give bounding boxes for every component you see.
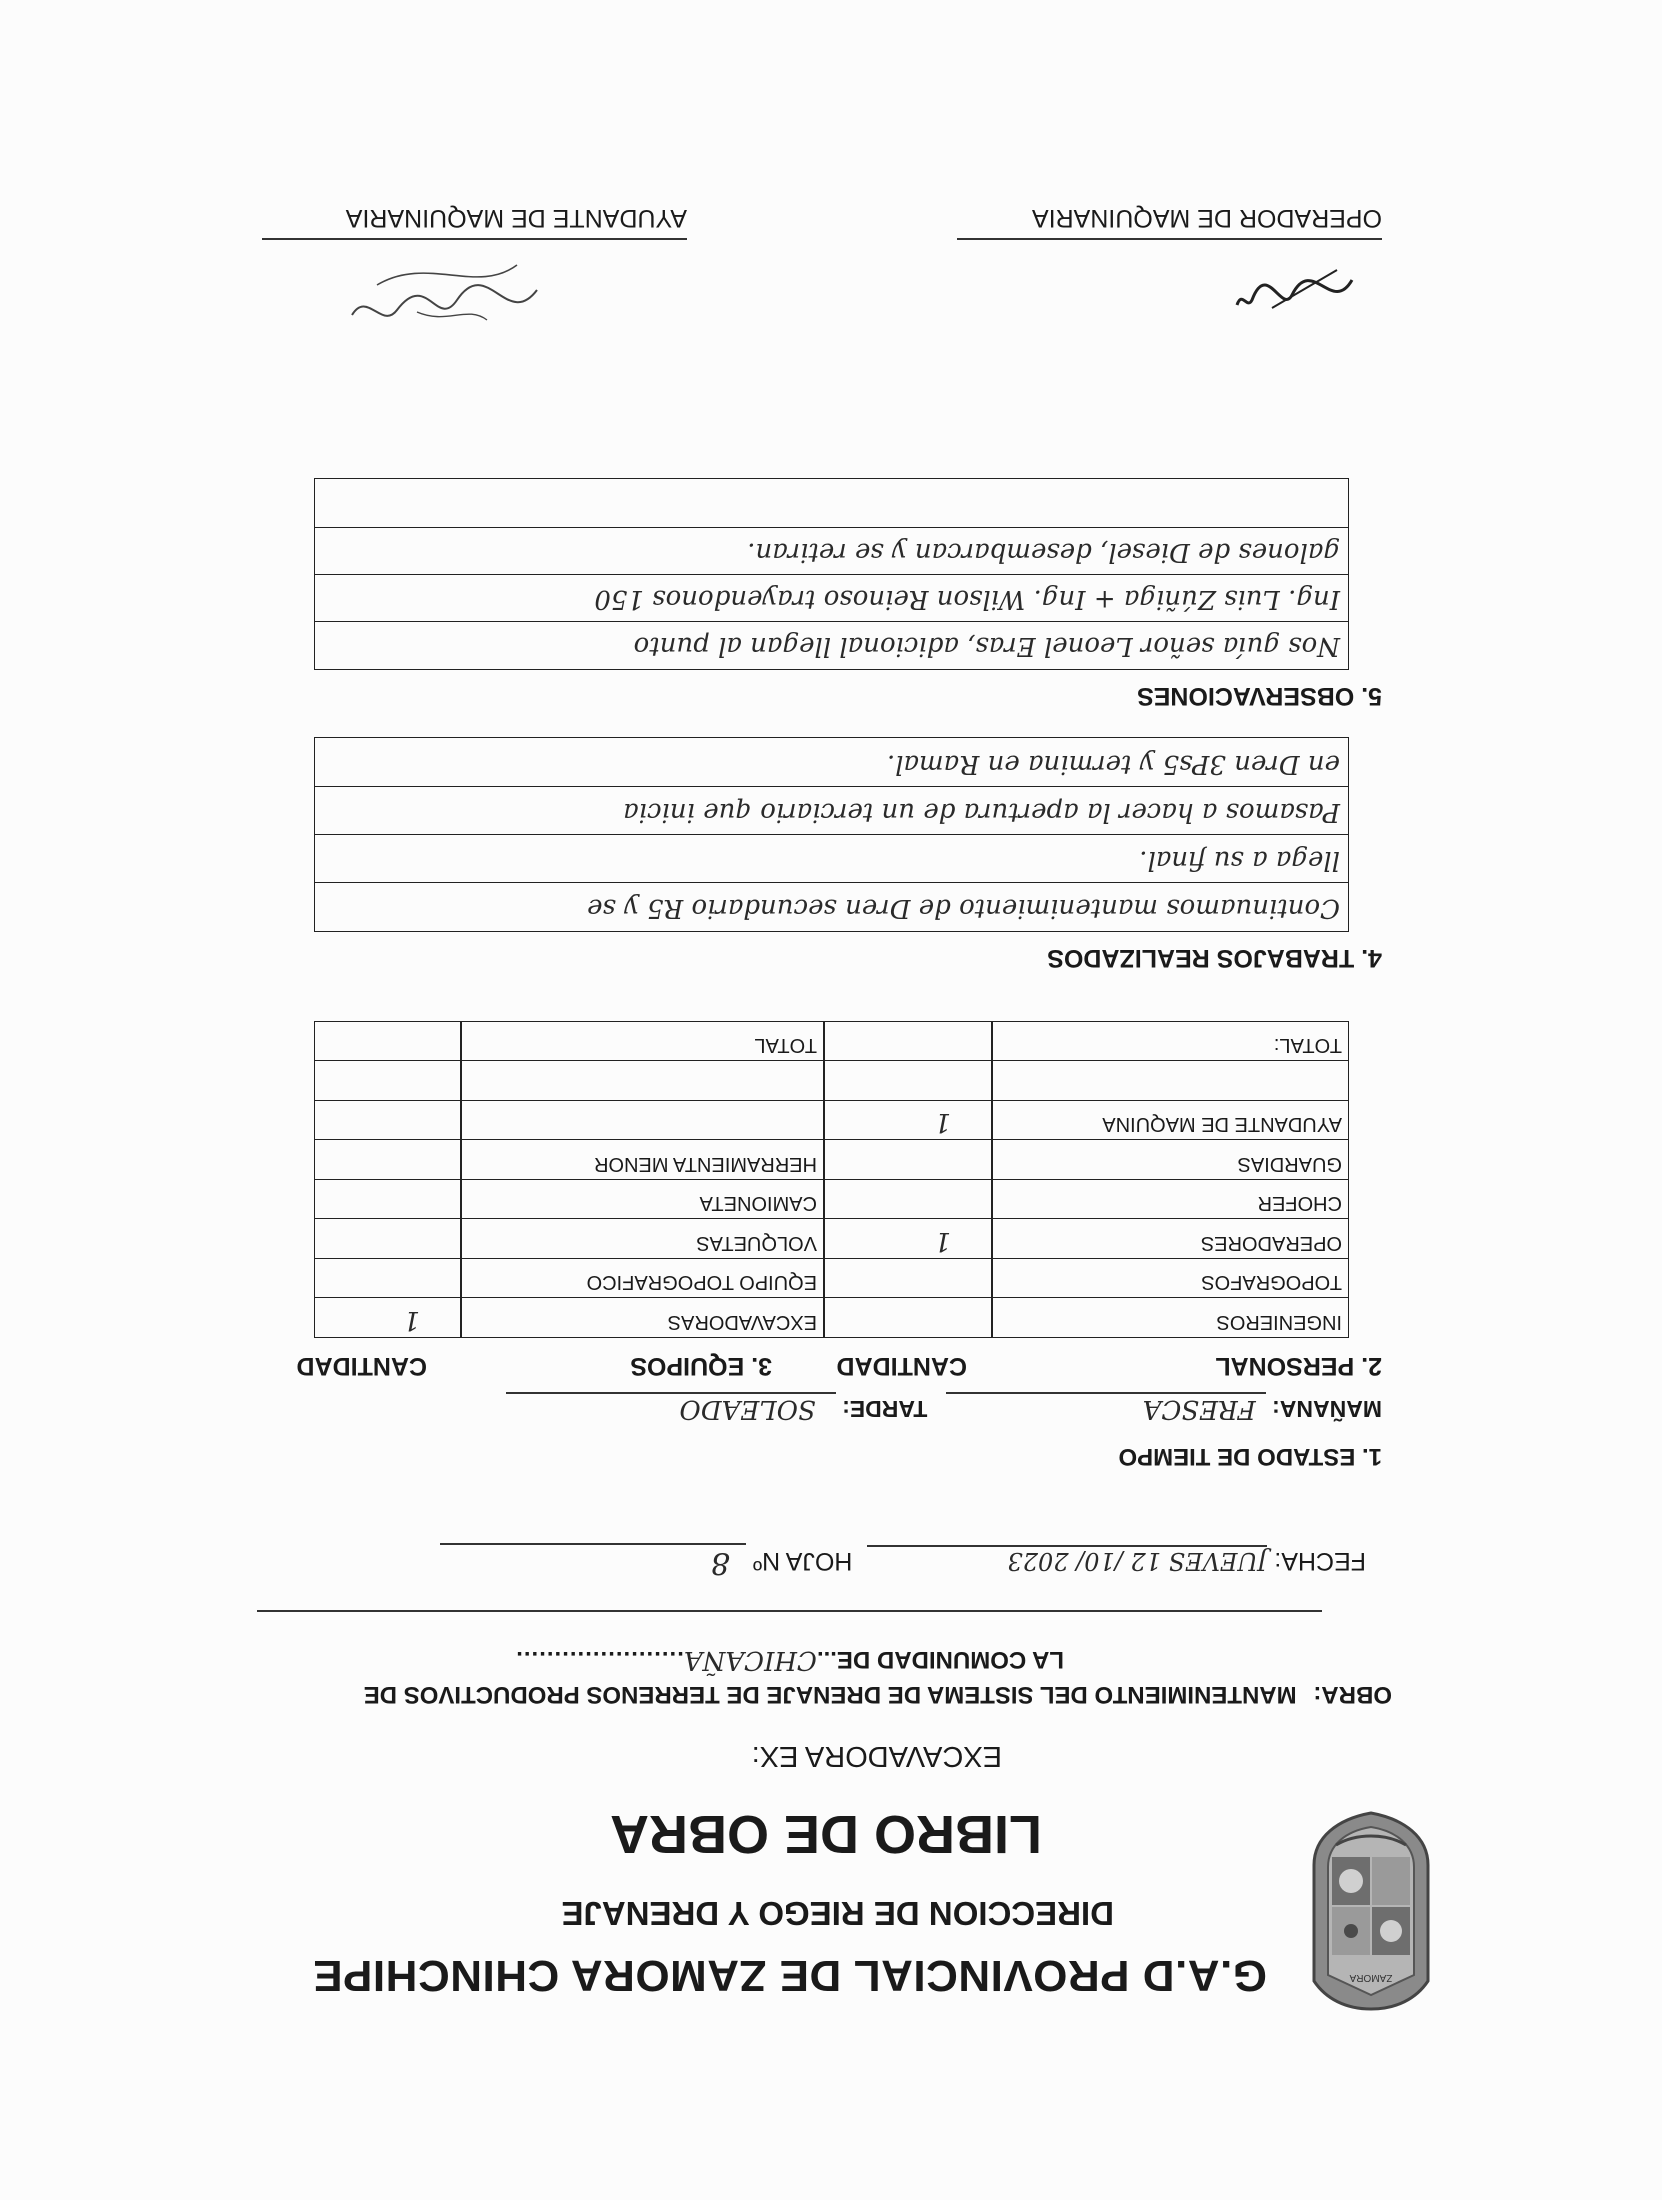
personal-qty-cell	[824, 1140, 992, 1181]
trabajos-rule	[315, 834, 1348, 835]
equipos-qty-cell	[314, 1219, 461, 1260]
hoja-value: 8	[440, 1543, 746, 1580]
equipos-qty-cell	[314, 1021, 461, 1062]
trabajos-title: 4. TRABAJOS REALIZADOS	[1047, 944, 1382, 972]
personal-label-cell: CHOFER	[992, 1179, 1349, 1220]
fecha-value: JUEVES 12 /10/ 2023	[867, 1545, 1267, 1575]
document-title: LIBRO DE OBRA	[610, 1804, 1042, 1864]
manana-label: MAÑANA:	[1272, 1396, 1382, 1422]
personal-label-cell: TOPOGRAFOS	[992, 1258, 1349, 1299]
excavadora-label: EXCAVADORA EX:	[751, 1740, 1002, 1772]
equipos-qty-cell	[314, 1179, 461, 1220]
obra-label: OBRA:	[1313, 1681, 1392, 1708]
fecha-row	[440, 1543, 1366, 1580]
personal-label-cell: OPERADORES	[992, 1219, 1349, 1260]
equipos-label-cell: CAMIONETA	[461, 1179, 824, 1220]
direction-title: DIRECCION DE RIEGO Y DRENAJE	[561, 1895, 1114, 1932]
personal-label-cell: TOTAL:	[992, 1021, 1349, 1062]
provincial-crest-logo	[1296, 1810, 1446, 2015]
equipos-label-cell: EXCAVADORAS	[461, 1298, 824, 1339]
observaciones-title: 5. OBSERVACIONES	[1137, 682, 1382, 710]
observaciones-rule	[315, 527, 1348, 528]
personal-label-cell	[992, 1061, 1349, 1102]
estado-tiempo-row	[506, 1392, 1382, 1424]
trabajos-line: Continuamos mantenimiento de Dren secundario R5 y se	[587, 893, 1340, 923]
equipos-label-cell: HERRAMIENTA MENOR	[461, 1140, 824, 1181]
observaciones-box	[314, 478, 1349, 670]
equipos-header: 3. EQUIPOS	[630, 1352, 772, 1380]
obra-description: MANTENIMIENTO DEL SISTEMA DE DRENAJE DE TERRENOS PRODUCTIVOS DE	[363, 1681, 1297, 1708]
tarde-value: SOLEADO	[506, 1392, 836, 1424]
personal-qty-cell: 1	[824, 1219, 992, 1260]
equipos-label-cell: TOTAL	[461, 1021, 824, 1062]
trabajos-rule	[315, 786, 1348, 787]
observaciones-line: Ing. Luis Zúñiga + Ing. Wilson Reinoso trayendonos 150	[594, 584, 1340, 614]
equipos-label-cell: VOLQUETAS	[461, 1219, 824, 1260]
personal-label-cell: GUARDIAS	[992, 1140, 1349, 1181]
personal-qty-cell	[824, 1179, 992, 1220]
personal-header: 2. PERSONAL	[1215, 1352, 1382, 1380]
equipos-label-cell	[461, 1100, 824, 1141]
trabajos-rule	[315, 882, 1348, 883]
trabajos-line: Pasamos a hacer la apertura de un terciario que inicia	[623, 797, 1340, 827]
trabajos-box	[314, 737, 1349, 932]
fecha-label: FECHA:	[1274, 1547, 1366, 1575]
personal-qty-cell	[824, 1021, 992, 1062]
operador-label: OPERADOR DE MAQUINARIA	[1031, 204, 1382, 232]
obra-community-dots: ......................	[515, 1646, 684, 1673]
equipos-qty-cell	[314, 1061, 461, 1102]
obra-underline	[257, 1610, 1322, 1612]
personal-qty-cell: 1	[824, 1100, 992, 1141]
equipos-label-cell	[461, 1061, 824, 1102]
trabajos-line: en Dren 3Ps5 y termina en Ramal.	[886, 749, 1340, 779]
institution-title: G.A.D PROVINCIAL DE ZAMORA CHINCHIPE	[312, 1951, 1267, 2000]
obra-community-value: CHICAÑA	[683, 1645, 817, 1675]
svg-text:ZAMORA: ZAMORA	[1349, 1972, 1393, 1983]
cantidad-header-equipos: CANTIDAD	[296, 1352, 427, 1380]
operador-signature-line	[957, 238, 1382, 240]
equipos-label-cell: EQUIPO TOPOGRAFICO	[461, 1258, 824, 1299]
personal-qty-cell	[824, 1061, 992, 1102]
trabajos-line: llega a su final.	[1139, 845, 1340, 875]
personal-qty-cell	[824, 1298, 992, 1339]
equipos-qty-cell	[314, 1100, 461, 1141]
observaciones-rule	[315, 621, 1348, 622]
operador-signature	[1232, 250, 1362, 320]
equipos-qty-cell: 1	[314, 1298, 461, 1339]
equipos-qty-cell	[314, 1140, 461, 1181]
ayudante-signature-line	[262, 238, 687, 240]
obra-line-1	[364, 1680, 1392, 1708]
hoja-label: HOJA Nº	[752, 1547, 853, 1575]
estado-tiempo-title: 1. ESTADO DE TIEMPO	[1118, 1443, 1382, 1470]
obra-line-2	[515, 1645, 1064, 1675]
ayudante-signature	[347, 240, 547, 350]
manana-value: FRESCA	[946, 1392, 1266, 1424]
personal-qty-cell	[824, 1258, 992, 1299]
personal-label-cell: INGENIEROS	[992, 1298, 1349, 1339]
obra-community-prefix: LA COMUNIDAD DE...	[816, 1646, 1064, 1673]
observaciones-line: Nos guía señor Leonel Eras, adicional llegan al punto	[633, 631, 1340, 661]
tarde-label: TARDE:	[842, 1396, 928, 1422]
observaciones-rule	[315, 574, 1348, 575]
cantidad-header-personal: CANTIDAD	[836, 1352, 967, 1380]
observaciones-line: galones de Diesel, desembarcan y se retiran.	[747, 537, 1340, 567]
resources-table	[314, 1022, 1349, 1338]
equipos-qty-cell	[314, 1258, 461, 1299]
personal-label-cell: AYUDANTE DE MAQUINA	[992, 1100, 1349, 1141]
estado-tiempo	[506, 1392, 1382, 1470]
ayudante-label: AYUDANTE DE MAQUINARIA	[345, 204, 687, 232]
